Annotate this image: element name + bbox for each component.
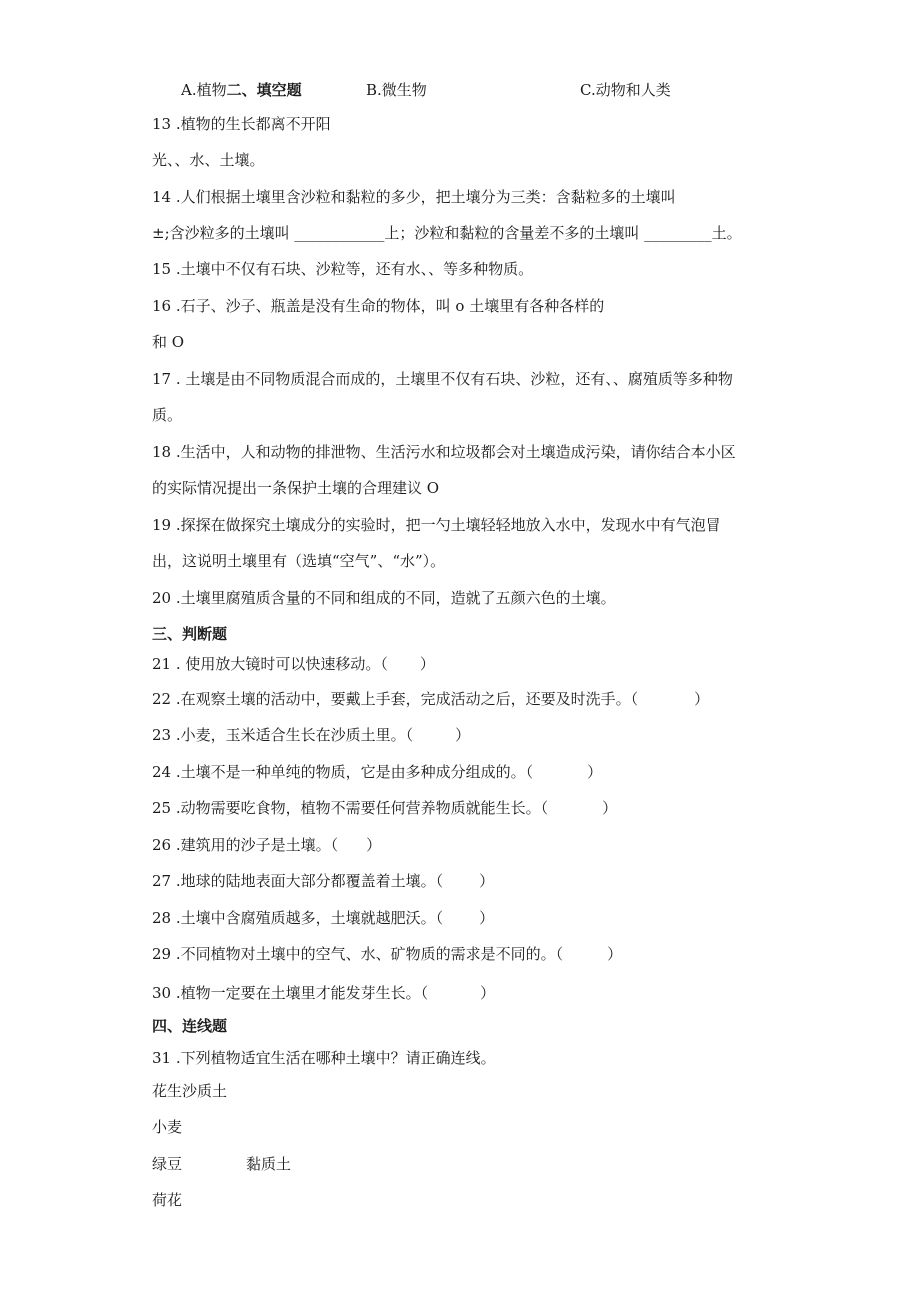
question-17-line-1: 17 . 土壤是由不同物质混合而成的，土壤里不仅有石块、沙粒，还有、、腐殖质等多种物 [152,370,733,388]
match-right-item: 黏质土 [246,1155,292,1173]
match-left-item: 花生 [152,1082,183,1100]
question-15: 15 .土壤中不仅有石块、沙粒等，还有水、、等多种物质。 [152,260,534,278]
question-14-line-1: 14 .人们根据土壤里含沙粒和黏粒的多少，把土壤分为三类：含黏粒多的土壤叫 [152,188,676,206]
section-2-heading: 二、填空题 [226,81,302,99]
answer-paren-close: ） [479,872,495,890]
match-left-item: 绿豆 [152,1155,183,1173]
judge-question [152,944,622,964]
option-a-text: A.植物 [181,81,227,99]
answer-paren-close: ） [419,655,435,673]
judge-question-text: 29 .不同植物对土壤中的空气、水、矿物质的需求是不同的。（ [152,945,564,963]
section-3-heading: 三、判断题 [152,625,228,643]
judge-question-text: 23 .小麦，玉米适合生长在沙质土里。（ [152,726,414,744]
question-14-line-2: ±;含沙粒多的土壤叫 ____________上；沙粒和黏粒的含量差不多的土壤叫 _________土。 [152,224,742,242]
option-a [181,80,302,100]
question-17-line-2: 质。 [152,406,183,424]
question-18-line-2: 的实际情况提出一条保护土壤的合理建议 O [152,479,440,497]
judge-question-text: 22 .在观察土壤的活动中，要戴上手套，完成活动之后，还要及时洗手。（ [152,690,639,708]
judge-question-text: 25 .动物需要吃食物，植物不需要任何营养物质就能生长。（ [152,799,549,817]
question-16-line-1: 16 .石子、沙子、瓶盖是没有生命的物体，叫 o 土壤里有各种各样的 [152,297,605,315]
judge-question [152,871,494,891]
judge-question [152,725,470,745]
match-left-item: 小麦 [152,1118,183,1136]
judge-question-text: 26 .建筑用的沙子是土壤。（ [152,836,339,854]
answer-paren-close: ） [480,984,496,1002]
judge-question-text: 21 . 使用放大镜时可以快速移动。（ [152,655,388,673]
question-20: 20 .土壤里腐殖质含量的不同和组成的不同，造就了五颜六色的土壤。 [152,589,616,607]
section-4-heading: 四、连线题 [152,1017,228,1035]
judge-question [152,762,602,782]
question-31: 31 .下列植物适宜生活在哪种土壤中？请正确连线。 [152,1049,496,1067]
match-left-item: 荷花 [152,1191,183,1209]
judge-question [152,689,709,709]
judge-question [152,908,494,928]
question-19-line-1: 19 .探探在做探究土壤成分的实验时，把一勺土壤轻轻地放入水中，发现水中有气泡冒 [152,516,721,534]
option-b: B.微生物 [366,81,427,99]
question-13-line-1: 13 .植物的生长都离不开阳 [152,115,331,133]
question-18-line-1: 18 .生活中，人和动物的排泄物、生活污水和垃圾都会对土壤造成污染，请你结合本小区 [152,443,736,461]
question-16-line-2: 和 O [152,333,185,351]
match-right-item: 沙质土 [182,1082,228,1100]
answer-paren-close: ） [479,909,495,927]
judge-question-text: 28 .土壤中含腐殖质越多，土壤就越肥沃。（ [152,909,444,927]
option-c: C.动物和人类 [580,81,671,99]
question-19-line-2: 出，这说明土壤里有（选填“空气”、“水”）。 [152,552,446,570]
answer-paren-close: ） [607,945,623,963]
judge-question-text: 24 .土壤不是一种单纯的物质，它是由多种成分组成的。（ [152,763,534,781]
judge-question [152,835,381,855]
answer-paren-close: ） [455,726,471,744]
answer-paren-close: ） [587,763,603,781]
answer-paren-close: ） [602,799,618,817]
judge-question [152,798,617,818]
question-13-line-2: 光、、水、土壤。 [152,151,265,169]
judge-question-text: 30 .植物一定要在土壤里才能发芽生长。（ [152,984,429,1002]
match-row-1 [152,1081,227,1101]
answer-paren-close: ） [366,836,382,854]
judge-question [152,983,495,1003]
judge-question [152,654,435,674]
judge-question-text: 27 .地球的陆地表面大部分都覆盖着土壤。（ [152,872,444,890]
answer-paren-close: ） [694,690,710,708]
